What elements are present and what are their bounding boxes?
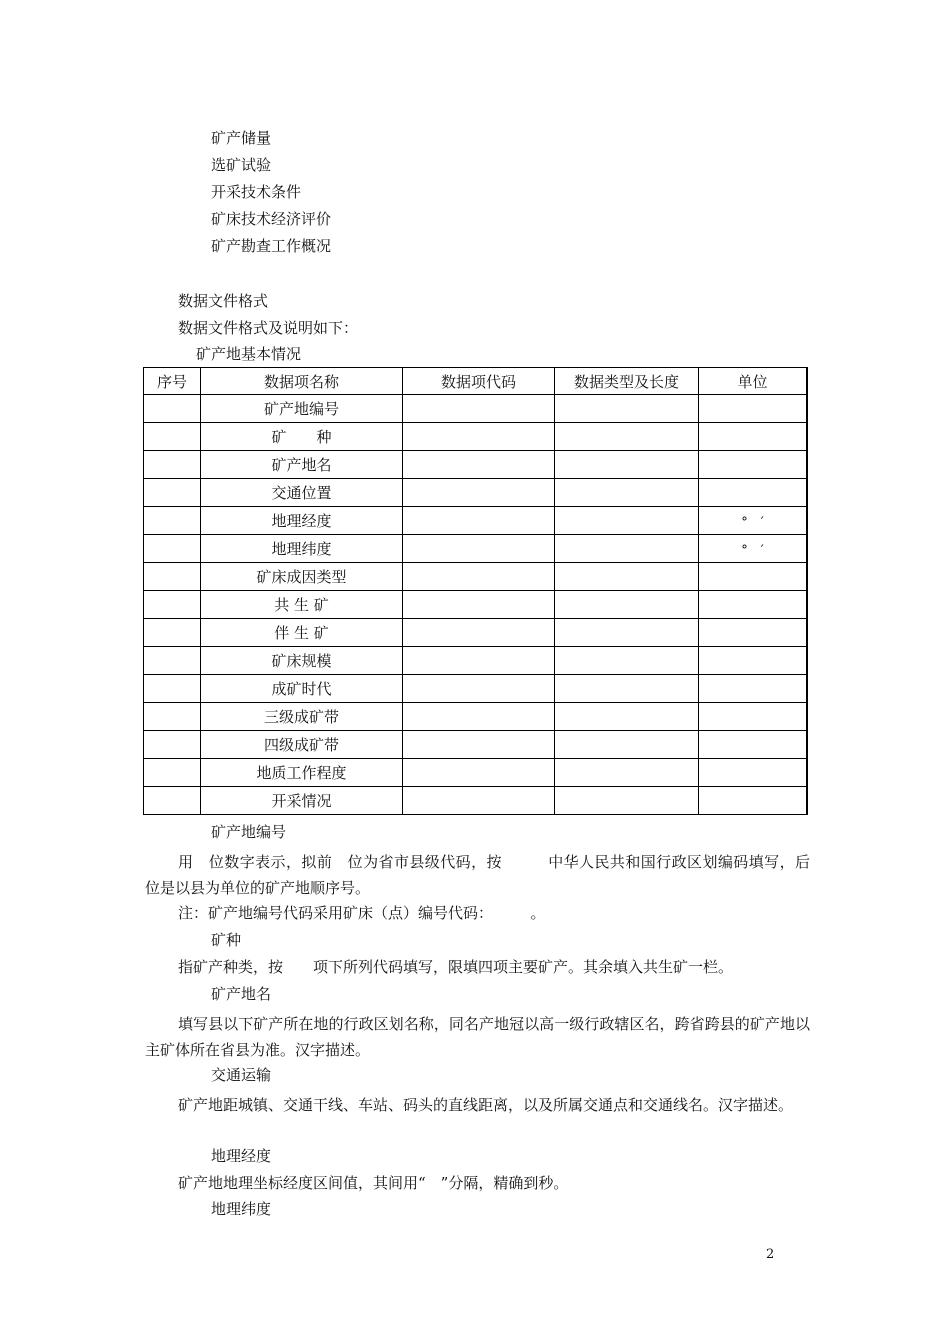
cell-unit [699,675,807,703]
cell-data-type [555,563,699,591]
list-item: 开采技术条件 [211,183,302,201]
table-row [144,591,807,619]
cell-item-name: 成矿时代 [201,675,403,703]
cell-item-code [403,619,555,647]
cell-data-type [555,647,699,675]
cell-seq [144,759,201,787]
page-number: 2 [766,1247,775,1262]
cell-unit [699,647,807,675]
cell-seq [144,675,201,703]
cell-item-name: 三级成矿带 [201,703,403,731]
cell-data-type [555,619,699,647]
section-heading: 地理纬度 [211,1200,272,1218]
section-heading: 矿产地编号 [211,823,287,841]
cell-seq [144,395,201,423]
cell-item-code [403,591,555,619]
cell-unit [699,731,807,759]
cell-item-name: 矿 种 [201,423,403,451]
cell-item-code [403,395,555,423]
section-heading: 交通运输 [211,1066,272,1084]
cell-data-type [555,423,699,451]
cell-data-type [555,731,699,759]
cell-seq [144,787,201,815]
table-row [144,619,807,647]
cell-item-code [403,703,555,731]
cell-unit [699,759,807,787]
section-heading: 矿种 [211,931,242,949]
cell-data-type [555,787,699,815]
section-intro: 数据文件格式及说明如下： [178,319,359,337]
paragraph: 矿产地地理坐标经度区间值，其间用“ ”分隔，精确到秒。 [178,1174,569,1192]
basic-info-table [143,367,807,815]
header-item-code: 数据项代码 [403,368,555,395]
cell-seq [144,451,201,479]
cell-item-code [403,535,555,563]
cell-item-name: 共 生 矿 [201,591,403,619]
cell-item-code [403,675,555,703]
cell-unit [699,451,807,479]
header-seq: 序号 [144,368,201,395]
cell-seq [144,619,201,647]
cell-item-code [403,479,555,507]
cell-seq [144,563,201,591]
table-row [144,451,807,479]
cell-unit [699,563,807,591]
cell-data-type [555,535,699,563]
cell-item-code [403,787,555,815]
cell-item-name: 地质工作程度 [201,759,403,787]
cell-seq [144,731,201,759]
cell-data-type [555,591,699,619]
table-row [144,703,807,731]
cell-item-code [403,451,555,479]
cell-unit [699,479,807,507]
list-item: 矿床技术经济评价 [211,210,332,228]
cell-item-name: 开采情况 [201,787,403,815]
table-row [144,675,807,703]
table-row [144,479,807,507]
cell-item-name: 矿床规模 [201,647,403,675]
cell-data-type [555,675,699,703]
cell-unit [699,423,807,451]
cell-data-type [555,451,699,479]
cell-item-code [403,423,555,451]
cell-seq [144,423,201,451]
cell-seq [144,703,201,731]
table-row [144,647,807,675]
table-caption: 矿产地基本情况 [196,345,302,363]
paragraph: 用 位数字表示，拟前 位为省市县级代码，按 中华人民共和国行政区划编码填写，后 位是以县为单位的矿产地顺序号。 [145,853,826,897]
cell-data-type [555,507,699,535]
cell-item-code [403,759,555,787]
cell-unit [699,703,807,731]
table-row [144,759,807,787]
cell-item-name: 伴 生 矿 [201,619,403,647]
list-item: 选矿试验 [211,156,272,174]
header-item-name: 数据项名称 [201,368,403,395]
cell-seq [144,535,201,563]
cell-item-code [403,647,555,675]
table-row [144,731,807,759]
cell-item-code [403,731,555,759]
list-item: 矿产储量 [211,129,272,147]
cell-seq [144,479,201,507]
section-title: 数据文件格式 [178,292,269,310]
table-row [144,423,807,451]
paragraph: 矿产地距城镇、交通干线、车站、码头的直线距离，以及所属交通点和交通线名。汉字描述。 [178,1096,794,1114]
list-item: 矿产勘查工作概况 [211,237,332,255]
table-right-rule [807,367,808,815]
table-row [144,787,807,815]
table-row [144,507,807,535]
cell-item-name: 地理经度 [201,507,403,535]
cell-unit: ° ′ [699,507,807,535]
cell-item-name: 矿产地名 [201,451,403,479]
cell-item-name: 地理纬度 [201,535,403,563]
cell-seq [144,647,201,675]
cell-data-type [555,479,699,507]
cell-unit [699,395,807,423]
cell-unit [699,787,807,815]
cell-seq [144,591,201,619]
cell-data-type [555,759,699,787]
header-unit: 单位 [699,368,807,395]
cell-data-type [555,703,699,731]
note: 注：矿产地编号代码采用矿床（点）编号代码： 。 [178,904,546,922]
paragraph: 指矿产种类，按 项下所列代码填写，限填四项主要矿产。其余填入共生矿一栏。 [178,958,734,976]
section-heading: 矿产地名 [211,985,272,1003]
cell-item-name: 矿床成因类型 [201,563,403,591]
cell-item-code [403,563,555,591]
table-row [144,563,807,591]
cell-unit [699,591,807,619]
cell-item-name: 交通位置 [201,479,403,507]
cell-seq [144,507,201,535]
cell-data-type [555,395,699,423]
table-row [144,395,807,423]
table-row [144,535,807,563]
paragraph: 填写县以下矿产所在地的行政区划名称，同名产地冠以高一级行政辖区名，跨省跨县的矿产地以主矿体所在省县为准。汉字描述。 [145,1015,810,1059]
cell-item-code [403,507,555,535]
table-header-row [144,368,807,395]
section-heading: 地理经度 [211,1147,272,1165]
cell-unit: ° ′ [699,535,807,563]
header-data-type: 数据类型及长度 [555,368,699,395]
cell-item-name: 矿产地编号 [201,395,403,423]
cell-unit [699,619,807,647]
cell-item-name: 四级成矿带 [201,731,403,759]
